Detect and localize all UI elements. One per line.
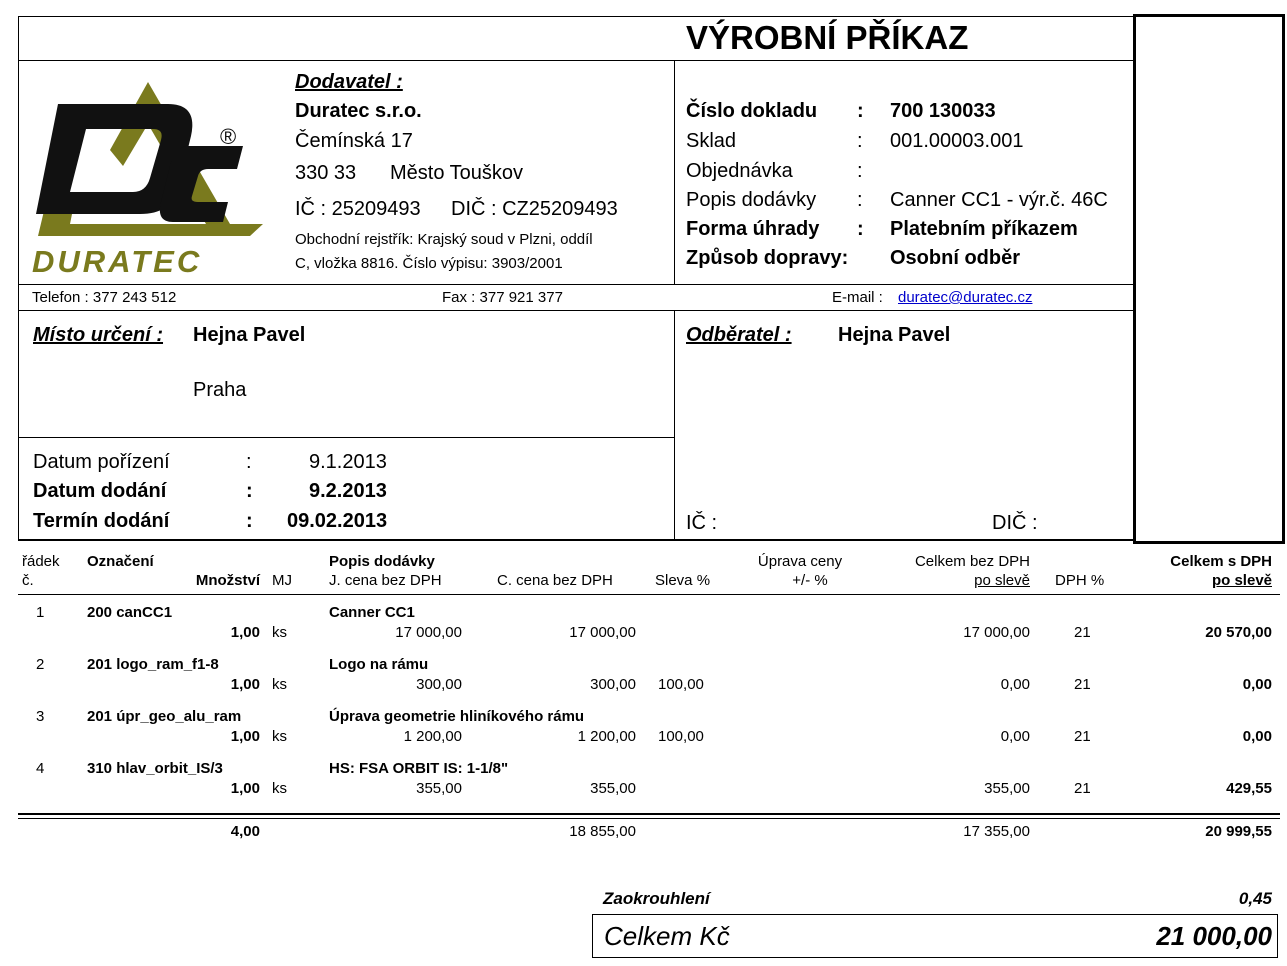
row-description: Logo na rámu [329,656,429,673]
payment-value: Platebním příkazem [890,218,1078,240]
total-qty: 4,00 [230,823,260,840]
payment-colon: : [857,218,864,240]
delivery-desc-label: Popis dodávky [686,189,817,211]
row-discount: 100,00 [658,728,704,745]
transport-label: Způsob dopravy: [686,247,849,269]
frame-left [18,16,19,540]
email-label: E-mail : [832,289,883,306]
destination-name: Hejna Pavel [193,324,306,346]
row-quantity: 1,00 [230,624,260,641]
col-total-price: C. cena bez DPH [497,572,613,589]
row-discount: 100,00 [658,676,704,693]
row-quantity: 1,00 [230,676,260,693]
row-code: 200 canCC1 [87,604,173,621]
row-vat: 21 [1074,676,1091,693]
row-vat: 21 [1074,624,1091,641]
total-price-sum: 18 855,00 [569,823,636,840]
date-created-label: Datum pořízení [33,451,170,473]
warehouse-label: Sklad [686,130,737,152]
row-net: 17 000,00 [963,624,1030,641]
customer-ic: IČ : [686,512,718,534]
row-unit: ks [272,728,287,745]
col-unit: MJ [272,572,292,589]
date-created-value: 9.1.2013 [309,451,387,473]
col-net-1: Celkem bez DPH [914,553,1030,570]
delivery-desc-colon: : [857,189,863,211]
row-gross: 0,00 [1242,728,1272,745]
col-code: Označení [87,553,154,570]
row-gross: 20 570,00 [1205,624,1272,641]
supplier-register-line-1: Obchodní rejstřík: Krajský soud v Plzni, oddíl [295,231,593,248]
row-unit: ks [272,676,287,693]
row-number: 2 [36,656,45,673]
row-description: Canner CC1 [329,604,415,621]
contact-top-line [18,284,1134,285]
delivery-desc-value: Canner CC1 - výr.č. 46C [890,189,1108,211]
date-delivered-colon: : [246,480,253,502]
supplier-docinfo-divider [674,60,675,284]
totals-double-line-2 [18,818,1280,819]
row-number: 3 [36,708,45,725]
doc-number-label: Číslo dokladu [686,100,818,122]
destination-customer-divider [674,310,675,540]
col-gross-1: Celkem s DPH [1170,553,1272,570]
row-total-price: 355,00 [590,780,636,797]
row-code: 310 hlav_orbit_IS/3 [87,760,223,777]
header-bottom-line [18,539,1134,541]
date-delivered-label: Datum dodání [33,480,167,502]
doc-number-colon: : [857,100,864,122]
date-due-colon: : [246,510,253,532]
supplier-city: Město Touškov [390,162,524,184]
col-vat: DPH % [1055,572,1105,589]
date-delivered-value: 9.2.2013 [309,480,387,502]
order-colon: : [857,160,863,182]
row-quantity: 1,00 [230,728,260,745]
contact-bottom-line [18,310,1134,311]
row-number: 1 [36,604,45,621]
customer-dic: DIČ : [992,512,1038,534]
supplier-ic: IČ : 25209493 [295,198,421,220]
destination-dates-divider [18,437,674,438]
email-link[interactable]: duratec@duratec.cz [898,289,1033,306]
row-net: 355,00 [984,780,1030,797]
warehouse-colon: : [857,130,863,152]
row-unit-price: 1 200,00 [403,728,462,745]
row-code: 201 úpr_geo_alu_ram [87,708,242,725]
transport-value: Osobní odběr [890,247,1020,269]
grand-total-value: 21 000,00 [1156,921,1272,951]
row-unit: ks [272,624,287,641]
row-vat: 21 [1074,780,1091,797]
table-header-line [18,594,1280,595]
warehouse-value: 001.00003.001 [890,130,1024,152]
page-title: VÝROBNÍ PŘÍKAZ [686,19,969,56]
row-vat: 21 [1074,728,1091,745]
row-description: HS: FSA ORBIT IS: 1-1/8" [329,760,509,777]
row-total-price: 300,00 [590,676,636,693]
row-quantity: 1,00 [230,780,260,797]
col-net-2: po slevě [974,572,1030,589]
row-total-price: 17 000,00 [569,624,636,641]
order-label: Objednávka [686,160,793,182]
col-unit-price: J. cena bez DPH [329,572,442,589]
total-gross-sum: 20 999,55 [1205,823,1272,840]
total-net-sum: 17 355,00 [963,823,1030,840]
row-unit-price: 355,00 [416,780,462,797]
row-gross: 0,00 [1242,676,1272,693]
col-adjust-1: Úprava ceny [757,553,843,570]
col-adjust-2: +/- % [792,572,828,589]
frame-top [18,16,1134,17]
logo-registered-mark: ® [220,124,237,149]
supplier-dic: DIČ : CZ25209493 [451,198,618,220]
supplier-street: Čemínská 17 [295,130,413,152]
row-code: 201 logo_ram_f1-8 [87,656,219,673]
stamp-box [1133,14,1285,544]
row-net: 0,00 [1000,676,1030,693]
rounding-label: Zaokrouhlení [603,889,710,908]
col-discount: Sleva % [655,572,711,589]
title-underline [18,60,1134,61]
row-total-price: 1 200,00 [577,728,636,745]
col-desc: Popis dodávky [329,553,435,570]
col-gross-2: po slevě [1211,572,1272,589]
col-qty: Množství [195,572,260,589]
totals-double-line-1 [18,813,1280,815]
logo-wordmark: DURATEC [32,244,203,279]
destination-city: Praha [193,379,247,401]
payment-label: Forma úhrady [686,218,820,240]
date-created-colon: : [246,451,252,473]
grand-total-label: Celkem Kč [604,921,730,951]
supplier-zip: 330 33 [295,162,357,184]
col-row-no-1: řádek [22,553,60,570]
date-due-label: Termín dodání [33,510,170,532]
supplier-register-line-2: C, vložka 8816. Číslo výpisu: 3903/2001 [295,255,563,272]
row-unit-price: 300,00 [416,676,462,693]
row-unit: ks [272,780,287,797]
customer-heading: Odběratel : [686,324,792,346]
supplier-heading: Dodavatel : [295,71,403,93]
destination-heading: Místo určení : [33,324,164,346]
row-net: 0,00 [1000,728,1030,745]
row-gross: 429,55 [1226,780,1272,797]
row-description: Úprava geometrie hliníkového rámu [329,708,585,725]
row-unit-price: 17 000,00 [395,624,462,641]
col-row-no-2: č. [22,572,34,589]
row-number: 4 [36,760,45,777]
doc-number-value: 700 130033 [890,100,996,122]
rounding-value: 0,45 [1238,889,1272,908]
date-due-value: 09.02.2013 [287,510,388,532]
duratec-logo [28,74,278,279]
fax: Fax : 377 921 377 [442,289,563,306]
phone: Telefon : 377 243 512 [32,289,177,306]
supplier-name: Duratec s.r.o. [295,100,422,122]
customer-name: Hejna Pavel [838,324,951,346]
